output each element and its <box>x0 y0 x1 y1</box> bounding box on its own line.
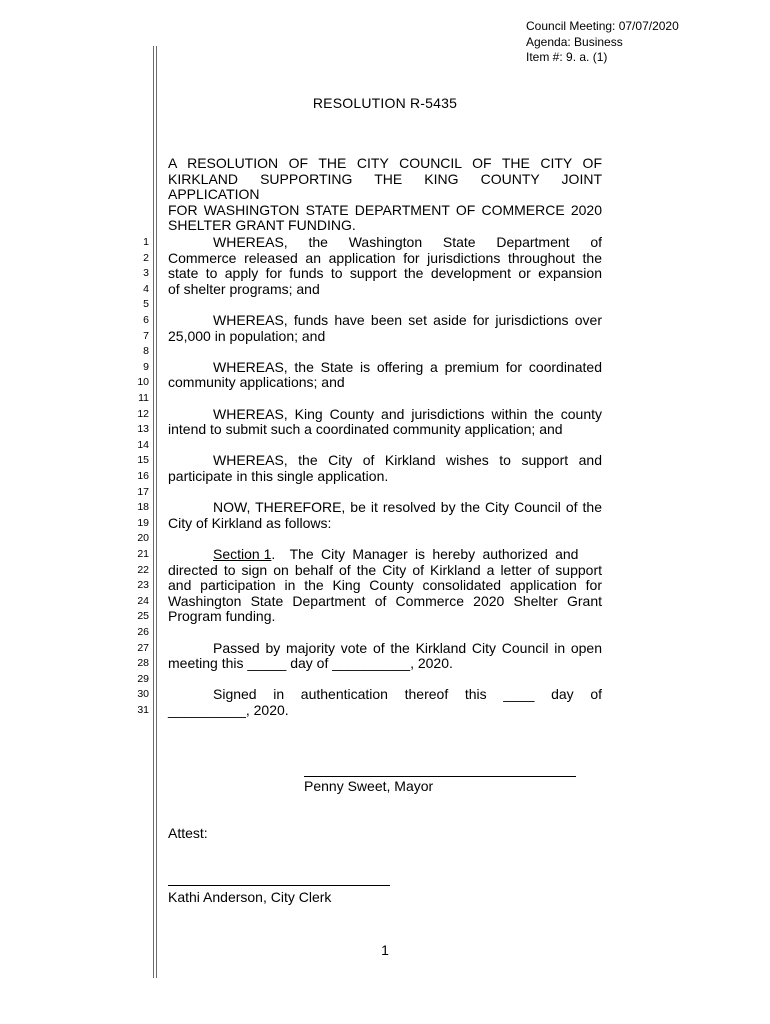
body-line: Program funding. <box>168 608 276 625</box>
clerk-name: Kathi Anderson, City Clerk <box>168 889 332 905</box>
body-line: Washington State Department of Commerce 2020 Shelter Grant <box>168 592 602 609</box>
line-number: 31 <box>137 704 149 716</box>
line-number: 4 <box>143 282 149 295</box>
body-line: NOW, THEREFORE, be it resolved by the City Council of the <box>213 499 602 516</box>
line-number: 18 <box>137 501 149 514</box>
intro-line: SHELTER GRANT FUNDING. <box>168 217 356 234</box>
line-number: 19 <box>137 516 149 529</box>
section-1-label: Section 1 <box>213 546 272 562</box>
agenda-section: Agenda: Business <box>526 34 623 49</box>
line-number: 10 <box>137 376 149 389</box>
line-number: 20 <box>137 532 149 545</box>
line-number: 26 <box>137 626 149 638</box>
meeting-header <box>526 19 679 66</box>
intro-line: KIRKLAND SUPPORTING THE KING COUNTY JOINT APPLICATION <box>168 170 602 203</box>
line-number: 17 <box>137 485 149 498</box>
line-number: 9 <box>143 360 149 373</box>
line-number: 30 <box>137 688 149 701</box>
line-number: 11 <box>138 392 149 404</box>
body-line: meeting this _____ day of __________, 2020. <box>168 655 453 672</box>
meeting-date: Council Meeting: 07/07/2020 <box>526 19 679 33</box>
line-number: 25 <box>137 610 149 623</box>
line-number: 1 <box>143 236 149 248</box>
item-number: Item #: 9. a. (1) <box>526 50 608 64</box>
mayor-name: Penny Sweet, Mayor <box>304 778 434 794</box>
mayor-signature-line <box>304 776 576 777</box>
body-line: Commerce released an application for jurisdictions throughout the <box>168 249 602 266</box>
line-number: 3 <box>143 267 149 280</box>
line-number: 29 <box>137 672 149 685</box>
line-number: 24 <box>137 594 149 607</box>
intro-line: A RESOLUTION OF THE CITY COUNCIL OF THE CITY OF <box>168 155 602 171</box>
line-number: 13 <box>137 423 149 436</box>
resolution-title: RESOLUTION R-5435 <box>312 95 458 111</box>
body-line: WHEREAS, funds have been set aside for jurisdictions over <box>213 312 602 328</box>
clerk-signature-line <box>168 885 390 886</box>
body-line: Passed by majority vote of the Kirkland City Council in open <box>213 639 602 656</box>
line-number: 12 <box>137 407 149 420</box>
body-line: 25,000 in population; and <box>168 327 326 344</box>
body-line: and participation in the King County consolidated application for <box>168 577 602 594</box>
body-line: directed to sign on behalf of the City of Kirkland a letter of support <box>168 561 602 578</box>
line-number: 8 <box>143 345 149 358</box>
line-number: 27 <box>137 641 149 654</box>
intro-line: FOR WASHINGTON STATE DEPARTMENT OF COMMERCE 2020 <box>168 201 602 218</box>
line-number: 16 <box>137 470 149 482</box>
attest-label: Attest: <box>168 825 208 841</box>
line-number: 5 <box>143 298 149 311</box>
line-number: 22 <box>137 563 149 576</box>
line-number: 7 <box>143 329 149 342</box>
body-line: state to apply for funds to support the development or expansion <box>168 265 602 282</box>
body-line: WHEREAS, the Washington State Department of <box>213 234 602 250</box>
body-line: WHEREAS, the State is offering a premium for coordinated <box>213 358 602 375</box>
page-number: 1 <box>381 942 389 958</box>
left-margin-rule-inner <box>156 46 157 978</box>
resolution-intro <box>168 156 602 234</box>
line-number: 28 <box>137 657 149 670</box>
left-margin-rule <box>153 46 154 978</box>
section-1-text: . The City Manager is hereby authorized and <box>271 546 579 562</box>
body-line: WHEREAS, King County and jurisdictions within the county <box>213 405 602 422</box>
line-number: 2 <box>143 251 149 264</box>
section-1-heading-line <box>168 546 602 562</box>
body-line: Signed in authentication thereof this ____ day of <box>213 686 602 703</box>
body-line: WHEREAS, the City of Kirkland wishes to support and <box>213 452 602 469</box>
body-line: participate in this single application. <box>168 468 389 484</box>
body-line: __________, 2020. <box>168 702 289 718</box>
body-line: intend to submit such a coordinated community application; and <box>168 421 563 438</box>
line-number: 15 <box>137 454 149 467</box>
body-line: of shelter programs; and <box>168 280 320 297</box>
body-line: community applications; and <box>168 374 345 391</box>
line-number: 14 <box>137 438 149 451</box>
line-number: 23 <box>137 579 149 592</box>
line-number: 21 <box>137 548 149 560</box>
body-line: City of Kirkland as follows: <box>168 514 332 531</box>
line-number: 6 <box>143 314 149 326</box>
